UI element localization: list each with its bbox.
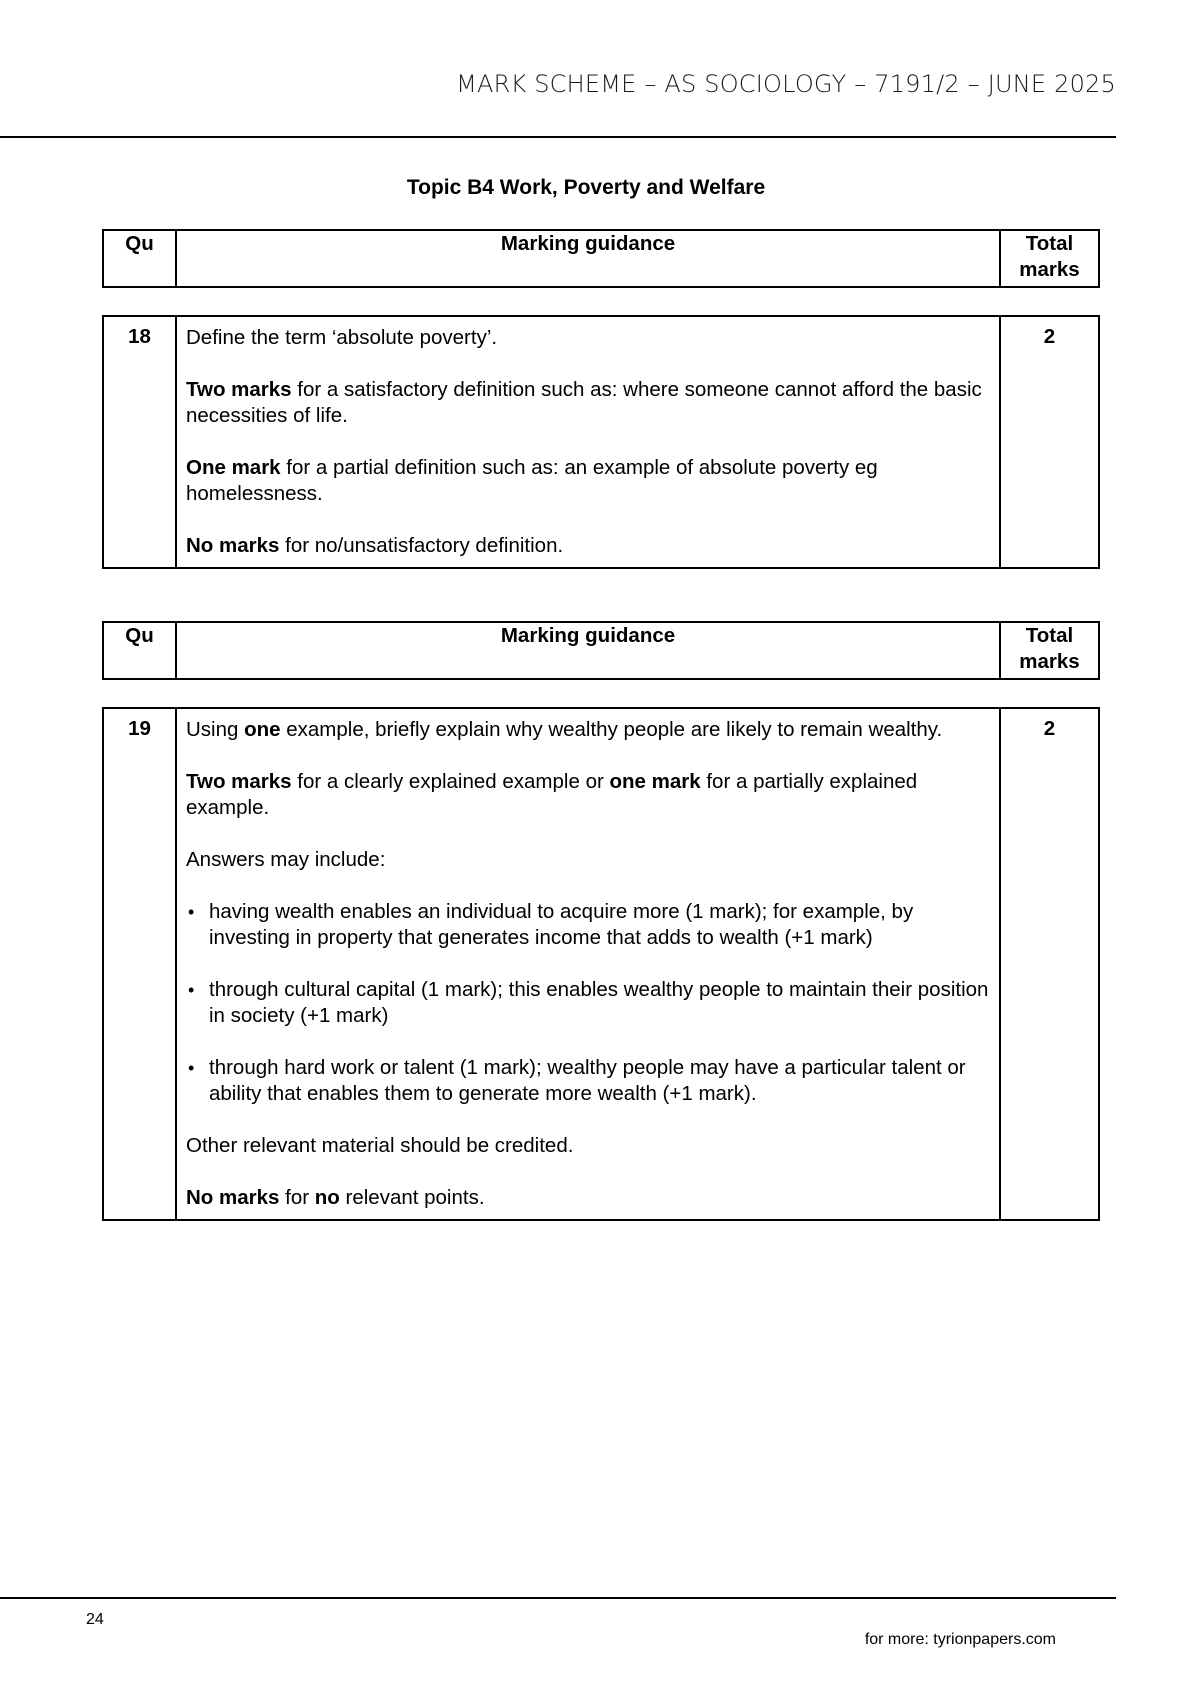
column-header-total-line2: marks [1019,650,1080,673]
guidance-text: for a clearly explained example or [291,770,610,793]
guidance-header-table-2 [102,621,1100,680]
answer-bullet-list [186,899,989,1107]
bold-label: No marks [186,534,280,557]
column-header-qu: Qu [103,622,176,679]
column-header-total-line2: marks [1019,258,1080,281]
topic-title: Topic B4 Work, Poverty and Welfare [406,176,766,199]
question-total-marks: 2 [1000,316,1099,568]
column-header-total [1000,622,1099,679]
question-19-table [102,707,1100,1221]
question-guidance [176,708,1000,1220]
bold-label: Two marks [186,378,292,401]
document-header-title: MARK SCHEME – AS SOCIOLOGY – 7191/2 – JUNE 2025 [456,70,1116,98]
bold-label: one [244,718,281,741]
footer-divider [0,1597,1116,1599]
column-header-total-line1: Total [1025,232,1074,255]
bold-label: one mark [609,770,701,793]
guidance-no-marks [186,533,989,559]
guidance-text: for a partially explained example. [186,770,918,819]
question-total-marks: 2 [1000,708,1099,1220]
bold-label: No marks [186,1186,280,1209]
prompt-text: example, briefly explain why wealthy people are likely to remain wealthy. [280,718,943,741]
answer-bullet: • through cultural capital (1 mark); this enables wealthy people to maintain their position in society (+1 mark) [186,977,989,1029]
column-header-total [1000,230,1099,287]
question-prompt: Define the term ‘absolute poverty’. [186,326,498,349]
guidance-one-mark [186,455,989,507]
guidance-text: relevant points. [339,1186,485,1209]
prompt-text: Using [186,718,245,741]
header-divider [0,136,1116,138]
other-material-note: Other relevant material should be credited. [186,1134,574,1157]
answer-bullet: • having wealth enables an individual to acquire more (1 mark); for example, by investing in property that generates income that adds to wealth (+1 mark) [186,899,989,951]
guidance-text: for no/unsatisfactory definition. [279,534,564,557]
guidance-no-marks [186,1185,989,1211]
guidance-two-marks [186,377,989,429]
bold-label: no [314,1186,340,1209]
column-header-guidance: Marking guidance [176,230,1000,287]
question-guidance [176,316,1000,568]
column-header-total-line1: Total [1025,624,1074,647]
bold-label: One mark [186,456,281,479]
footer-link[interactable]: for more: tyrionpapers.com [864,1631,1056,1648]
page-number: 24 [86,1611,104,1628]
guidance-text: for a partial definition such as: an example of absolute poverty eg homelessness. [186,456,878,505]
question-number: 18 [103,316,176,568]
guidance-header-table-1 [102,229,1100,288]
question-18-table [102,315,1100,569]
bold-label: Two marks [186,770,292,793]
answers-intro: Answers may include: [186,848,386,871]
column-header-guidance: Marking guidance [176,622,1000,679]
question-number: 19 [103,708,176,1220]
answer-bullet: • through hard work or talent (1 mark); wealthy people may have a particular talent or ability that enables them to generate more wealth (+1 mark). [186,1055,989,1107]
guidance-marks [186,769,989,821]
guidance-text: for [279,1186,315,1209]
column-header-qu: Qu [103,230,176,287]
question-prompt [186,717,989,743]
guidance-text: for a satisfactory definition such as: where someone cannot afford the basic necessities of life. [186,378,982,427]
